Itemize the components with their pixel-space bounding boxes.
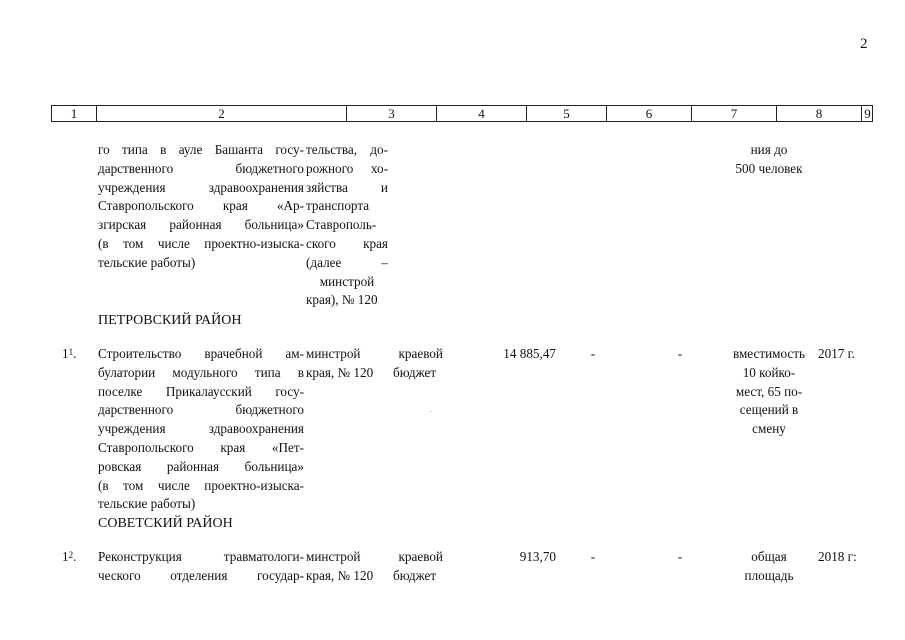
section-title: ПЕТРОВСКИЙ РАЙОН [98,313,242,328]
continuation-name-cell [98,141,304,273]
table-header-row [51,105,873,122]
text-line: дарственного бюджетного [98,160,304,176]
capacity-cell [724,548,814,586]
text-line: края, № 120 [306,567,374,583]
text-line: мест, 65 по- [735,383,803,399]
text-line: сещений в [739,402,799,418]
col6-cell: - [590,346,596,361]
text-line: ческого отделения государ- [98,567,304,583]
customer-cell [306,345,384,383]
header-cell: 6 [607,106,692,121]
text-line: бюджет [393,567,437,583]
text-line: дарственного бюджетного [98,402,304,418]
section-title: СОВЕТСКИЙ РАЙОН [98,516,233,531]
text-line: учреждения здравоохранения [98,179,304,195]
col7-cell: - [677,346,683,361]
text-line: згирская районная больница» [98,217,304,233]
text-line: вместимость [732,346,806,361]
text-line: тельские работы) [98,496,196,512]
text-line: смену [752,421,786,437]
text-line: рожного хо- [306,160,388,176]
year-cell: 2017 г. [818,346,855,361]
header-cell: 9 [864,106,871,121]
page-number: 2 [860,36,868,52]
text-line: тельские работы) [98,254,196,270]
amount-cell: 913,70 [519,549,556,564]
text-line: краевой [398,549,443,564]
row-number: $1^1$. [62,346,77,361]
text-line: булатории модульного типа в [98,364,304,380]
text-line: Строительство врачебной ам- [98,346,304,361]
text-line: Ставрополь- [306,217,377,233]
text-line: минстрой [306,346,361,361]
text-line: площадь [744,567,794,583]
object-name-cell [98,345,304,514]
text-line: минстрой [319,273,375,289]
text-line: ского края [306,235,388,251]
text-line: минстрой [306,549,361,564]
text-line: ния до [750,142,788,157]
text-line: го типа в ауле Башанта госу- [98,142,304,157]
text-line: края), № 120 [306,292,378,308]
year-cell: 2018 г: [818,549,857,564]
col6-cell: - [590,549,596,564]
text-line: общая [751,549,787,564]
text-line: учреждения здравоохранения [98,421,304,437]
text-line: ровская районная больница» [98,458,304,474]
header-cell: 7 [692,106,777,121]
object-name-cell [98,548,304,586]
row-number: $1^2$. [62,549,77,564]
text-line: края, № 120 [306,364,374,380]
header-cell: 3 [347,106,437,121]
text-line: зяйства и [306,179,388,195]
text-line: 10 койко- [742,364,796,380]
text-line: Ставропольского края «Ар- [98,198,304,214]
col7-cell: - [677,549,683,564]
text-line: краевой [398,346,443,361]
header-cell: 4 [437,106,527,121]
amount-cell: 14 885,47 [503,346,556,361]
continuation-capacity-cell [727,141,811,179]
text-line: Реконструкция травматологи- [98,549,304,564]
text-line: транспорта [306,198,370,214]
header-cell: 1 [52,106,97,121]
scan-speck [430,411,431,412]
funding-source-cell [393,345,443,383]
text-line: (в том числе проектно-изыска- [98,235,304,251]
header-cell: 2 [97,106,347,121]
text-line: 500 человек [735,160,803,176]
customer-cell [306,548,384,586]
capacity-cell [724,345,814,439]
continuation-customer-cell [306,141,388,310]
text-line: (далее – [306,254,388,270]
text-line: (в том числе проектно-изыска- [98,477,304,493]
text-line: тельства, до- [306,142,388,157]
header-cell: 5 [527,106,607,121]
text-line: бюджет [393,364,437,380]
text-line: Ставропольского края «Пет- [98,439,304,455]
funding-source-cell [393,548,443,586]
header-cell: 8 [777,106,862,121]
text-line: поселке Прикалаусский госу- [98,383,304,399]
